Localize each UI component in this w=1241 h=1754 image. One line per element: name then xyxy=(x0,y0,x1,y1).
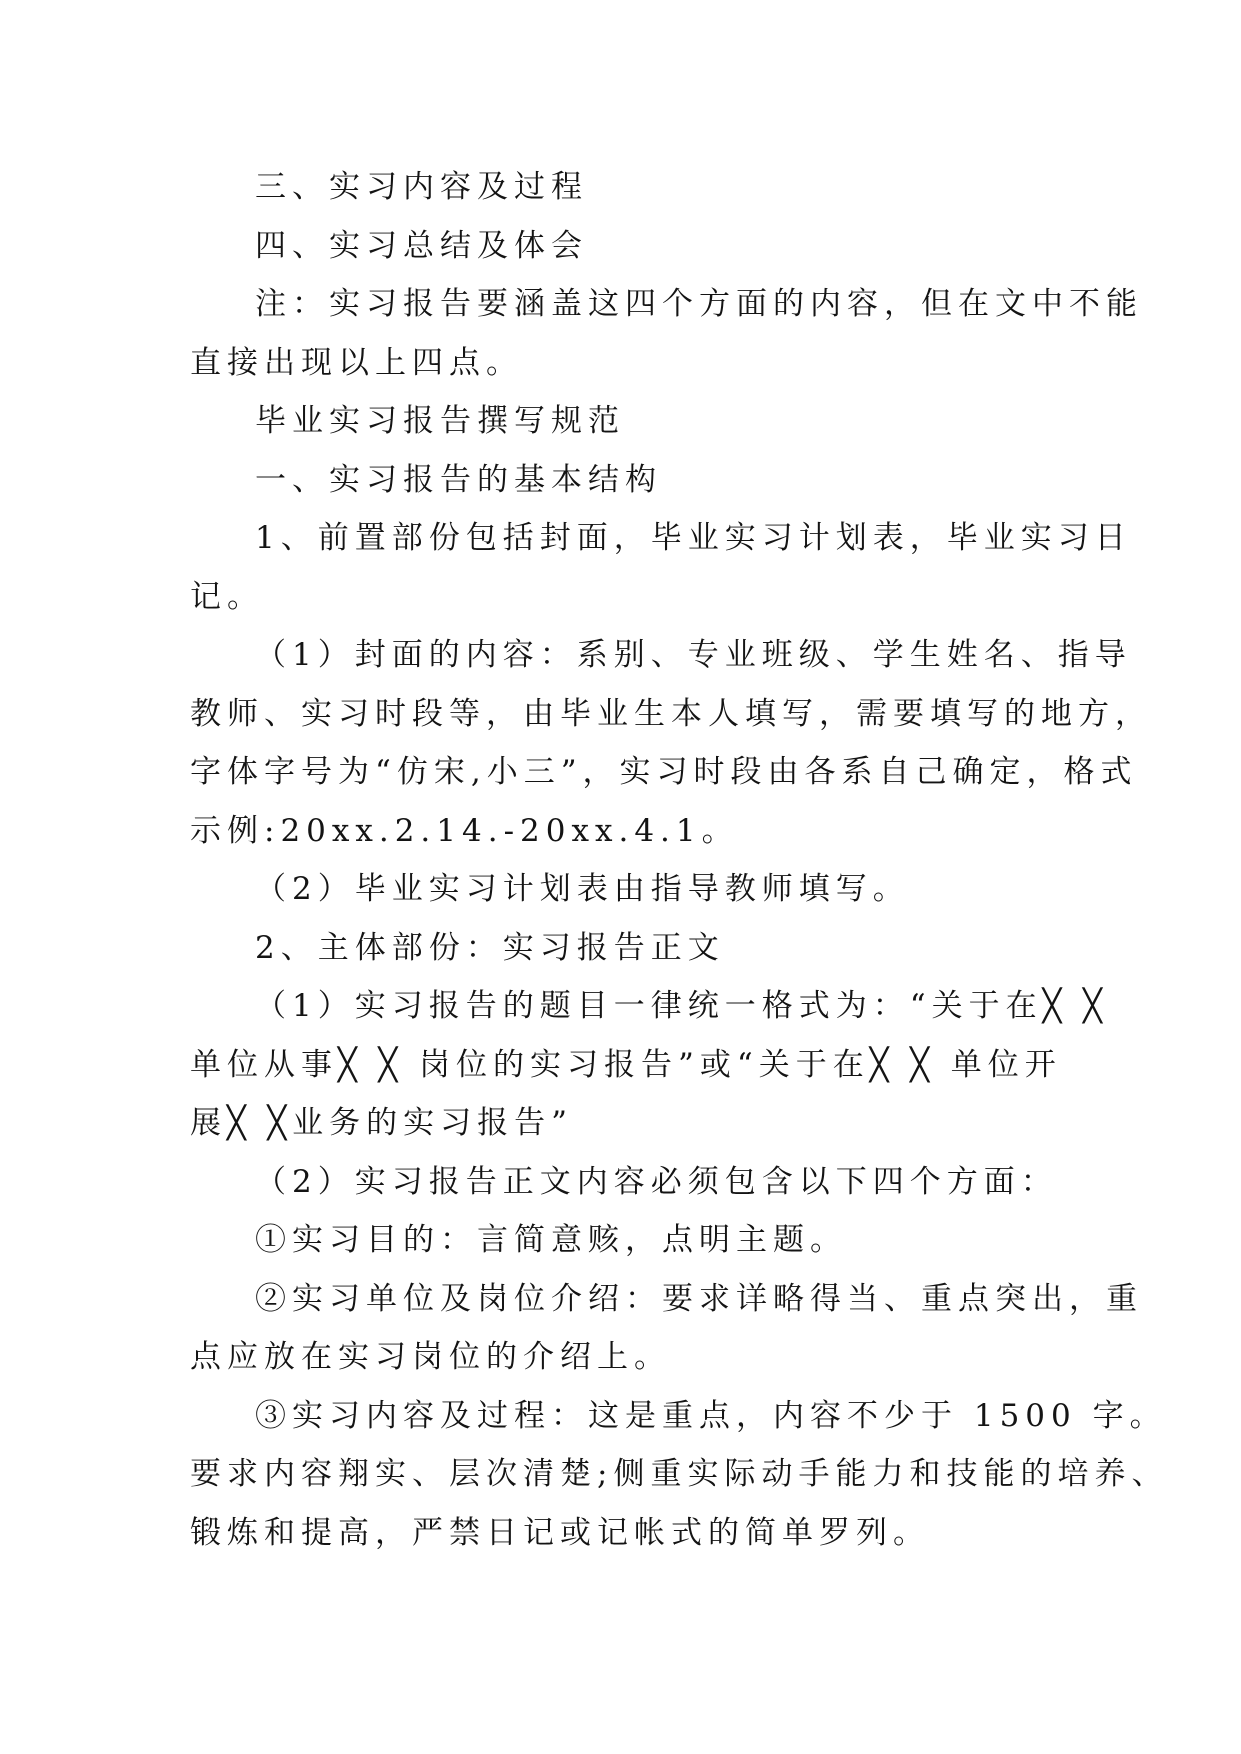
paragraph-line: 注：实习报告要涵盖这四个方面的内容，但在文中不能 xyxy=(255,286,1143,322)
paragraph-line: 要求内容翔实、层次清楚;侧重实际动手能力和技能的培养、 xyxy=(190,1456,1169,1492)
paragraph-line: 点应放在实习岗位的介绍上。 xyxy=(190,1339,671,1375)
document-body xyxy=(190,158,1169,1562)
paragraph-line: ③实习内容及过程：这是重点，内容不少于 1500 字。 xyxy=(255,1397,1167,1434)
paragraph-line: 四、实习总结及体会 xyxy=(255,227,588,264)
paragraph-line: 记。 xyxy=(190,578,264,615)
paragraph-line: 2、主体部份：实习报告正文 xyxy=(255,929,725,966)
paragraph-line: （2）实习报告正文内容必须包含以下四个方面： xyxy=(255,1163,1058,1200)
paragraph-line: 锻炼和提高，严禁日记或记帐式的简单罗列。 xyxy=(190,1514,930,1551)
paragraph-line: 展╳ ╳业务的实习报告” xyxy=(190,1105,574,1141)
paragraph-line: （1）实习报告的题目一律统一格式为：“关于在╳ ╳ xyxy=(255,988,1108,1024)
paragraph-line: ①实习目的：言简意赅，点明主题。 xyxy=(255,1222,847,1258)
paragraph-line: （1）封面的内容：系别、专业班级、学生姓名、指导 xyxy=(255,637,1132,673)
section-heading: 一、实习报告的基本结构 xyxy=(255,461,662,498)
paragraph-line: （2）毕业实习计划表由指导教师填写。 xyxy=(255,871,910,907)
section-heading: 毕业实习报告撰写规范 xyxy=(255,403,625,439)
paragraph-line: 教师、实习时段等，由毕业生本人填写，需要填写的地方， xyxy=(190,695,1152,732)
paragraph-line: 示例:20xx.2.14.-20xx.4.1。 xyxy=(190,812,739,849)
paragraph-line: 单位从事╳ ╳ 岗位的实习报告”或“关于在╳ ╳ 单位开 xyxy=(190,1046,1062,1083)
paragraph-line: ②实习单位及岗位介绍：要求详略得当、重点突出，重 xyxy=(255,1280,1143,1317)
paragraph-line: 直接出现以上四点。 xyxy=(190,344,523,381)
paragraph-line: 字体字号为“仿宋,小三”，实习时段由各系自己确定，格式 xyxy=(190,754,1138,790)
paragraph-line: 1、前置部份包括封面，毕业实习计划表，毕业实习日 xyxy=(255,520,1132,556)
paragraph-line: 三、实习内容及过程 xyxy=(255,169,588,205)
